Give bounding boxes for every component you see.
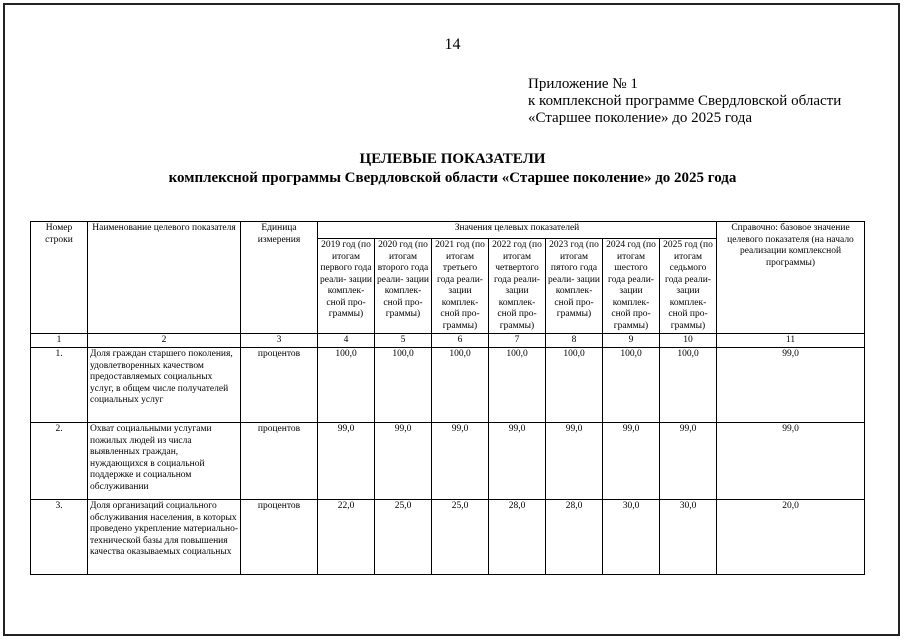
- column-numbers-row: [31, 334, 865, 348]
- reference-value: 20,0: [717, 500, 865, 575]
- appendix-note: [528, 76, 841, 127]
- reference-value: 99,0: [717, 423, 865, 500]
- column-number: 2: [88, 334, 241, 348]
- value-2025: 30,0: [660, 500, 717, 575]
- column-number: 8: [546, 334, 603, 348]
- value-2024: 30,0: [603, 500, 660, 575]
- title-line-2: комплексной программы Свердловской области «Старшее поколение» до 2025 года: [168, 170, 737, 186]
- value-2023: 99,0: [546, 423, 603, 500]
- indicator-name: Доля граждан старшего поколения, удовлетворенных качеством предоставляемых социальных услуг, в общем числе получателей социальных услуг: [88, 348, 241, 423]
- row-number: 1.: [31, 348, 88, 423]
- value-2020: 25,0: [375, 500, 432, 575]
- header-year-2019: 2019 год (по итогам первого года реали- зации комплек- сной про- граммы): [318, 239, 375, 334]
- header-unit: Единица измерения: [241, 222, 318, 334]
- reference-value: 99,0: [717, 348, 865, 423]
- value-2020: 99,0: [375, 423, 432, 500]
- value-2024: 100,0: [603, 348, 660, 423]
- header-row: [31, 222, 865, 239]
- value-2023: 28,0: [546, 500, 603, 575]
- header-year-2022: 2022 год (по итогам четвертого года реали- зации комплек- сной про- граммы): [489, 239, 546, 334]
- column-number: 9: [603, 334, 660, 348]
- indicator-name: Охват социальными услугами пожилых людей из числа выявленных граждан, нуждающихся в социальной поддержке и социальном обслуживании: [88, 423, 241, 500]
- value-2021: 99,0: [432, 423, 489, 500]
- value-2019: 99,0: [318, 423, 375, 500]
- column-number: 3: [241, 334, 318, 348]
- value-2021: 100,0: [432, 348, 489, 423]
- value-2019: 100,0: [318, 348, 375, 423]
- indicators-table: [30, 221, 865, 575]
- appendix-line-3: «Старшее поколение» до 2025 года: [528, 110, 753, 126]
- header-year-2021: 2021 год (по итогам третьего года реали- зации комплек- сной про- граммы): [432, 239, 489, 334]
- value-2022: 99,0: [489, 423, 546, 500]
- header-year-2020: 2020 год (по итогам второго года реали- зации комплек- сной про- граммы): [375, 239, 432, 334]
- unit-cell: процентов: [241, 423, 318, 500]
- header-values-group: Значения целевых показателей: [318, 222, 717, 239]
- value-2025: 99,0: [660, 423, 717, 500]
- appendix-line-2: к комплексной программе Свердловской области: [528, 93, 842, 109]
- header-indicator-name: Наименование целевого показателя: [88, 222, 241, 334]
- row-number: 3.: [31, 500, 88, 575]
- value-2022: 100,0: [489, 348, 546, 423]
- table-row: [31, 423, 865, 500]
- column-number: 7: [489, 334, 546, 348]
- row-number: 2.: [31, 423, 88, 500]
- value-2020: 100,0: [375, 348, 432, 423]
- value-2023: 100,0: [546, 348, 603, 423]
- value-2021: 25,0: [432, 500, 489, 575]
- value-2022: 28,0: [489, 500, 546, 575]
- column-number: 6: [432, 334, 489, 348]
- unit-cell: процентов: [241, 348, 318, 423]
- unit-cell: процентов: [241, 500, 318, 575]
- page-number: 14: [444, 36, 461, 53]
- header-reference: Справочно: базовое значение целевого показателя (на начало реализации комплексной программы): [717, 222, 865, 334]
- table-row: [31, 348, 865, 423]
- header-year-2024: 2024 год (по итогам шестого года реали- зации комплек- сной про- граммы): [603, 239, 660, 334]
- header-year-2023: 2023 год (по итогам пятого года реали- зации комплек- сной про- граммы): [546, 239, 603, 334]
- appendix-line-1: Приложение № 1: [528, 76, 638, 92]
- value-2025: 100,0: [660, 348, 717, 423]
- column-number: 1: [31, 334, 88, 348]
- document-title: [0, 150, 905, 188]
- value-2019: 22,0: [318, 500, 375, 575]
- column-number: 4: [318, 334, 375, 348]
- value-2024: 99,0: [603, 423, 660, 500]
- table-row: [31, 500, 865, 575]
- column-number: 11: [717, 334, 865, 348]
- indicator-name: Доля организаций социального обслуживания населения, в которых проведено укрепление материально-технической базы для повышения качества оказываемых социальных: [88, 500, 241, 575]
- header-row-number: Номер строки: [31, 222, 88, 334]
- title-line-1: ЦЕЛЕВЫЕ ПОКАЗАТЕЛИ: [359, 151, 546, 167]
- header-year-2025: 2025 год (по итогам седьмого года реали- зации комплек- сной про- граммы): [660, 239, 717, 334]
- column-number: 10: [660, 334, 717, 348]
- column-number: 5: [375, 334, 432, 348]
